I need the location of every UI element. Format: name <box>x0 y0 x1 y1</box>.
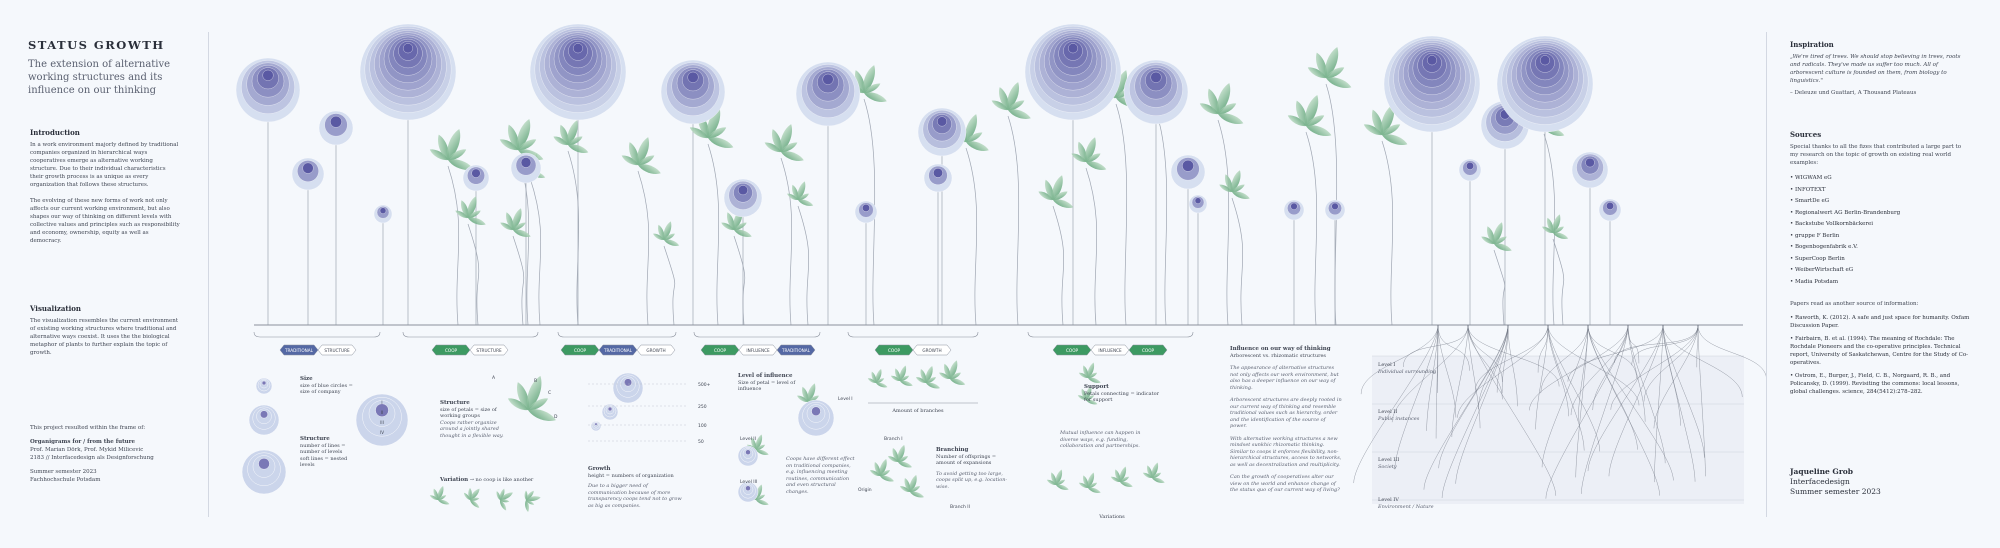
legend-tag-label: TRADITIONAL <box>284 348 314 353</box>
legend-tag-label: STRUCTURE <box>476 348 502 353</box>
legend-size-text: size of blue circles = size of company <box>300 383 353 396</box>
plant-visualization <box>208 0 1766 544</box>
root-level-1 <box>1378 362 1438 375</box>
inspiration-heading: Inspiration <box>1790 40 1970 49</box>
legend-flower <box>738 446 758 466</box>
company-flower <box>463 165 489 191</box>
company-flower <box>1384 36 1480 132</box>
right-panel <box>1766 0 2000 544</box>
visualization-heading: Visualization <box>30 304 180 313</box>
flower-ring <box>573 43 583 53</box>
legend-structure-coop-note: Coops rather organize around a jointly shared thought in a flexible way. <box>440 420 504 439</box>
coop-plant <box>1046 469 1069 492</box>
legend-tags <box>280 345 1167 355</box>
coop-stem <box>966 148 977 325</box>
legend-ring <box>812 407 821 416</box>
sources-list <box>1790 173 1970 288</box>
papers-intro: Papers read as another source of information: <box>1790 300 1970 308</box>
legend-ring <box>259 458 270 469</box>
legend-tag-label: COOP <box>888 348 901 353</box>
coop-stem <box>1116 104 1127 325</box>
flower-ring <box>933 168 942 177</box>
legend-tag-label: COOP <box>1142 348 1155 353</box>
legend-size-title: Size <box>300 376 313 382</box>
flower-ring <box>1195 198 1201 204</box>
legend-level-tag: I <box>381 400 382 405</box>
coop-plant <box>890 365 913 388</box>
intro-block <box>30 128 180 245</box>
frame-lead: This project resulted within the frame of: <box>30 424 180 432</box>
coop-stem <box>568 151 579 325</box>
legend-structure-coop <box>440 400 514 439</box>
legend-tag-label: COOP <box>1066 348 1079 353</box>
legend-tag-label: INFLUENCE <box>746 348 770 353</box>
legend-thinking-p2: Arborescent structures are deeply rooted in our current way of thinking and resemble traditional values such as hierarchy, order and the identification of the source of power. <box>1230 397 1342 430</box>
legend-flower <box>242 450 286 494</box>
legend-growth-note: Due to a bigger need of communication because of more transparency coops tend not to grow as big as companies. <box>588 483 688 509</box>
legend-variation-title: Variation <box>440 477 468 483</box>
legend-thinking-p3: With alternative working structures a new mindset sunkhic rhizomatic thinking. Similar to coops it enforces flexibility, non-hierarchical structures, access to networks, as well as decentralization and multiplicity. <box>1230 436 1342 469</box>
source-item: • Backstube Vollkornbäckerei <box>1790 219 1970 231</box>
author-name: Jaqueline Grob <box>1790 467 1853 476</box>
legend-tag-label: GROWTH <box>922 348 941 353</box>
coop-plant <box>652 220 680 247</box>
coop-plant <box>938 359 966 386</box>
coop-plant <box>1078 362 1101 385</box>
legend-bracket <box>694 332 820 337</box>
legend-influence-title: Level of influence <box>738 373 792 379</box>
legend-ring <box>746 486 751 491</box>
legend-growth-text: height = numbers of organization <box>588 473 674 479</box>
source-item: • SuperCoop Berlin <box>1790 254 1970 266</box>
frame-semester: Summer semester 2023 <box>30 468 180 476</box>
company-flower <box>511 153 541 183</box>
root-level-1-sub: Individual surrounding <box>1378 369 1436 375</box>
legend-growth-title: Growth <box>588 466 611 472</box>
company-flower <box>1599 199 1621 221</box>
coop-stem <box>1494 250 1505 325</box>
paper-item: • Ostrom, E., Burger, J., Field, C. B., Norgaard, R. B., and Policansky, D. (1999). Revisiting the commons: local lessons, global challenges. science, 284(5412):278–282. <box>1790 372 1970 396</box>
coop-plant <box>899 474 925 499</box>
frame-course: Organigrams for / from the future <box>30 438 180 446</box>
growth-tick-label: 50 <box>698 439 704 445</box>
legend-size <box>300 376 360 396</box>
root-level-3-sub: Society <box>1378 464 1397 470</box>
source-item: • Madia Potsdam <box>1790 277 1970 289</box>
legend-letter: C <box>548 390 551 396</box>
sources-heading: Sources <box>1790 130 1970 139</box>
coop-plant <box>867 368 888 389</box>
legend-tag-label: STRUCTURE <box>324 348 350 353</box>
source-item: • WIGWAM eG <box>1790 173 1970 185</box>
source-item: • Regionalwert AG Berlin-Brandenburg <box>1790 208 1970 220</box>
coop-stem <box>1232 198 1243 325</box>
source-item: • Bogenbogenfabrik e.V. <box>1790 242 1970 254</box>
branch-label: Branch II <box>950 504 970 510</box>
source-item: • WeiberWirtschaft eG <box>1790 265 1970 277</box>
flower-ring <box>1291 203 1298 210</box>
legend-variations-caption: Variations <box>1092 514 1132 521</box>
legend-brackets <box>254 332 1193 337</box>
source-item: • SmartDe eG <box>1790 196 1970 208</box>
flower-ring <box>738 185 748 195</box>
root-level-3-name: Level III <box>1378 457 1399 463</box>
flower-ring <box>1151 72 1162 83</box>
legend-thinking-p1: The appearance of alternative structures not only affects our work environment, but also has a deeper influence on our way of thinking. <box>1230 365 1342 391</box>
flower-ring <box>937 117 947 127</box>
legend-influence <box>738 373 808 393</box>
coop-stem <box>798 206 809 325</box>
legend-bracket <box>848 332 978 337</box>
legend-branching-text: Number of offsprings = amount of expansions <box>936 454 996 467</box>
flower-ring <box>823 74 834 85</box>
coop-plant <box>1070 136 1107 173</box>
author-field: Interfacedesign <box>1790 477 1970 487</box>
coop-plant <box>1218 169 1251 201</box>
legend-bracket <box>403 332 538 337</box>
coop-plant <box>763 123 805 164</box>
legend-influence-text: Size of petal = level of influence <box>738 380 795 393</box>
company-flower <box>855 201 877 223</box>
legend-thinking <box>1230 346 1342 494</box>
legend-thinking-title: Influence on our way of thinking <box>1230 346 1331 352</box>
company-flower <box>1171 155 1205 189</box>
legend-ring <box>746 450 751 455</box>
company-flower <box>319 111 353 145</box>
legend-letter: A <box>492 375 496 381</box>
coop-stem <box>1306 132 1317 325</box>
coop-plant <box>1142 462 1165 485</box>
legend-influence-note-text: Coops have different effect on traditional companies, e.g. influencing meeting routines, communication and even structural changes. <box>786 456 855 495</box>
coop-plant <box>1110 466 1133 489</box>
company-flower <box>1459 159 1481 181</box>
flower-ring <box>862 204 869 211</box>
visualization-text: The visualization resembles the current environment of existing working structures where traditional and alternative ways coexist. It uses the the biological metaphor of plants to further explain the topic of growth. <box>30 317 180 357</box>
coop-stem <box>1053 206 1064 325</box>
legend-influence-note <box>786 456 858 495</box>
coop-plant <box>869 458 895 483</box>
branch-label: Branch I <box>884 436 903 442</box>
source-item: • gruppe F Berlin <box>1790 231 1970 243</box>
legend-tag-label: TRADITIONAL <box>781 348 811 353</box>
frame-profs: Prof. Marian Dörk, Prof. Mykid Milicevic <box>30 446 180 454</box>
coop-stem <box>468 224 479 325</box>
legend-support <box>1084 384 1164 404</box>
source-item: • INFOTEXT <box>1790 185 1970 197</box>
coop-stem <box>1553 239 1564 325</box>
company-flowers <box>236 24 1621 223</box>
coop-plant <box>887 444 913 469</box>
frame-block <box>30 424 180 484</box>
branch-label: Origin <box>858 487 872 493</box>
root-level-1-name: Level I <box>1378 362 1395 368</box>
legend-level-tag: IV <box>380 430 384 435</box>
legend-bracket <box>558 332 676 337</box>
visualization-block <box>30 304 180 357</box>
flower-ring <box>1606 202 1613 209</box>
legend-flower <box>256 378 272 394</box>
influence-level-label: Level II <box>740 436 756 442</box>
legend-growth <box>588 466 688 509</box>
inspiration-source: – Deleuze und Guattari, A Thousand Plateaus <box>1790 89 1970 97</box>
root-level-3 <box>1378 457 1438 470</box>
legend-letter: D <box>554 414 558 420</box>
intro-heading: Introduction <box>30 128 180 137</box>
coop-stem <box>1086 168 1097 325</box>
legend-tag-label: INFLUENCE <box>1098 348 1122 353</box>
legend-support-note-text: Mutual influence can happen in diverse ways, e.g. funding, collaboration and partnerships. <box>1060 430 1140 449</box>
author-block <box>1790 467 1970 497</box>
legend-structure-trad <box>300 436 358 469</box>
coop-plant <box>499 207 532 239</box>
coop-plant <box>620 136 662 177</box>
legend-flower <box>602 404 618 420</box>
legend-variation <box>440 477 550 484</box>
company-flower <box>1325 200 1345 220</box>
flower-ring <box>1332 203 1339 210</box>
flower-ring <box>380 208 386 214</box>
author-name-wrap <box>1790 467 1970 477</box>
coop-plant <box>1286 93 1333 139</box>
legend-branching <box>936 447 1016 490</box>
coop-plant <box>990 81 1032 122</box>
intro-text-1: In a work environment majorly defined by traditional companies organized in hierarchical ways cooperatives emerge as alternative working structure. Due to their individual characteristics their growth process is as unique as every organization that follows these structures. <box>30 141 180 189</box>
legend-flower <box>798 400 834 436</box>
frame-module: 2183 // Interfacedesign als Designforschung <box>30 454 180 462</box>
coop-plant <box>1306 45 1353 91</box>
coop-plant <box>460 483 487 510</box>
flower-ring <box>1427 55 1437 65</box>
company-flower <box>1025 24 1121 120</box>
flower-ring <box>688 72 699 83</box>
legend-flower <box>249 405 279 435</box>
coop-plant <box>1078 472 1101 495</box>
flower-ring <box>1586 158 1595 167</box>
coop-stem <box>781 158 792 325</box>
legend-flower <box>613 373 643 403</box>
flower-ring <box>521 158 531 168</box>
coop-stem <box>708 144 719 325</box>
coop-plant <box>429 485 450 506</box>
coop-stem <box>1382 141 1393 325</box>
flower-ring <box>1466 162 1473 169</box>
influence-level-label: Level I <box>838 396 853 402</box>
company-flower <box>796 62 860 126</box>
company-flower <box>661 60 725 124</box>
legend-structure-trad-note: soft lines = nested levels <box>300 456 347 469</box>
root-level-2-sub: Public instances <box>1378 416 1419 422</box>
legend-thinking-sub: Arborescent vs. rhizomatic structures <box>1230 353 1326 359</box>
coop-plant <box>915 365 941 390</box>
frame-school: Fachhochschule Potsdam <box>30 476 180 484</box>
coop-plant <box>1037 174 1074 211</box>
sources-block <box>1790 130 1970 401</box>
company-flower <box>724 179 762 217</box>
legend-tag-label: COOP <box>445 348 458 353</box>
coop-plant <box>552 119 589 156</box>
coop-stem <box>1008 116 1019 325</box>
coop-stem <box>638 171 649 325</box>
left-panel <box>0 0 208 544</box>
flower-ring <box>1182 160 1193 171</box>
company-flower <box>236 58 300 122</box>
legend-branching-note: To avoid getting too large, coops split up, e.g. location-wise. <box>936 471 1016 491</box>
legend-branching-title: Branching <box>936 447 968 453</box>
legend-structure-trad-text: number of lines = number of levels <box>300 443 346 456</box>
inspiration-quote: „We're tired of trees. We should stop believing in trees, roots and radicals. They've made us suffer too much. All of arborescent culture is founded on them, from biology to linguistics." <box>1790 53 1970 85</box>
paper-item: • Raworth, K. (2012). A safe and just space for humanity. Oxfam Discussion Paper. <box>1790 314 1970 330</box>
legend-support-text: Petals connecting = indicator for support <box>1084 391 1159 404</box>
company-flower <box>292 158 324 190</box>
legend-thinking-p4: Can the growth of cooperatives alter our view on the world and enhance change of the status quo of our current way of living? <box>1230 474 1342 494</box>
paper-item: • Fairbairn, B. et al. (1994). The meaning of Rochdale: The Rochdale Pioneers and the co-operative principles. Technical report, University of Saskatchewan, Centre for the Study of Co-operatives. <box>1790 335 1970 367</box>
flower-ring <box>1540 55 1550 65</box>
coop-plant <box>1480 221 1513 253</box>
coop-plant <box>428 127 475 173</box>
legend-tag-label: GROWTH <box>646 348 665 353</box>
papers-list <box>1790 314 1970 396</box>
legend-tag-label: COOP <box>714 348 727 353</box>
legend-bracket <box>254 332 380 337</box>
legend-support-title: Support <box>1084 384 1109 390</box>
coop-stem <box>1156 111 1167 325</box>
company-flower <box>1572 152 1608 188</box>
company-flower <box>1189 195 1207 213</box>
root-level-4 <box>1378 497 1438 510</box>
legend-ring <box>608 407 612 411</box>
company-flower <box>918 108 966 156</box>
root-level-2 <box>1378 409 1438 422</box>
legend-structure-coop-text: size of petals = size of working groups <box>440 407 497 420</box>
root-levels-bg <box>1372 356 1744 504</box>
legend-tag-label: TRADITIONAL <box>603 348 633 353</box>
legend-level-tag: II <box>381 410 383 415</box>
root-level-4-sub: Environment / Nature <box>1378 504 1434 510</box>
legend-structure-trad-title: Structure <box>300 436 330 442</box>
flower-ring <box>263 70 274 81</box>
growth-tick-label: 500+ <box>698 382 711 388</box>
flower-ring <box>330 116 341 127</box>
growth-tick-label: 250 <box>698 404 707 410</box>
legend-variation-text: → no coop is like another <box>470 477 534 483</box>
legend-support-note <box>1060 430 1150 450</box>
company-flower <box>530 24 626 120</box>
intro-text-2: The evolving of these new forms of work not only affects our current working environment, but also shapes our way of thinking on different levels with collective values and principles such as responsibility and economy, ownership, equity as well as democracy. <box>30 197 180 245</box>
legend-ring <box>260 411 268 419</box>
company-flower <box>374 205 392 223</box>
sources-intro: Special thanks to all the fizes that contributed a large part to my research on the topic of growth on existing real world examples: <box>1790 143 1970 167</box>
coop-plant <box>1198 81 1245 127</box>
legend-branches-caption: Amount of branches <box>868 408 968 415</box>
flower-ring <box>1068 43 1078 53</box>
legend-ring <box>262 381 266 385</box>
coop-stem <box>513 236 524 325</box>
flower-ring <box>403 43 413 53</box>
root-level-2-name: Level II <box>1378 409 1397 415</box>
legend-ring <box>624 379 632 387</box>
inspiration-block <box>1790 40 1970 97</box>
coop-stem <box>664 246 675 325</box>
author-semester: Summer semester 2023 <box>1790 487 1970 497</box>
influence-level-label: Level III <box>740 479 757 485</box>
page-subtitle: The extension of alternative working structures and its influence on our thinking <box>28 58 178 97</box>
coop-plant <box>454 195 487 227</box>
root-level-4-name: Level IV <box>1378 497 1399 503</box>
coop-stem <box>1218 120 1229 325</box>
company-flower <box>1497 36 1593 132</box>
growth-tick-label: 100 <box>698 423 707 429</box>
legend-structure-coop-title: Structure <box>440 400 470 406</box>
coop-stem <box>530 178 541 325</box>
legend-letter: B <box>534 378 537 384</box>
legend-flower <box>591 421 601 431</box>
coop-stem <box>448 166 459 325</box>
legend-flower <box>738 482 758 502</box>
legend-bracket <box>1028 332 1193 337</box>
company-flower <box>360 24 456 120</box>
company-flower <box>1124 60 1188 124</box>
coop-plant <box>516 485 544 513</box>
legend-tag-label: COOP <box>574 348 587 353</box>
page-title: STATUS GROWTH <box>28 38 165 52</box>
coop-plant <box>489 483 518 512</box>
flower-ring <box>472 169 481 178</box>
legend-level-tag: III <box>380 420 384 425</box>
flower-ring <box>303 163 314 174</box>
company-flower <box>1284 200 1304 220</box>
company-flower <box>924 164 952 192</box>
